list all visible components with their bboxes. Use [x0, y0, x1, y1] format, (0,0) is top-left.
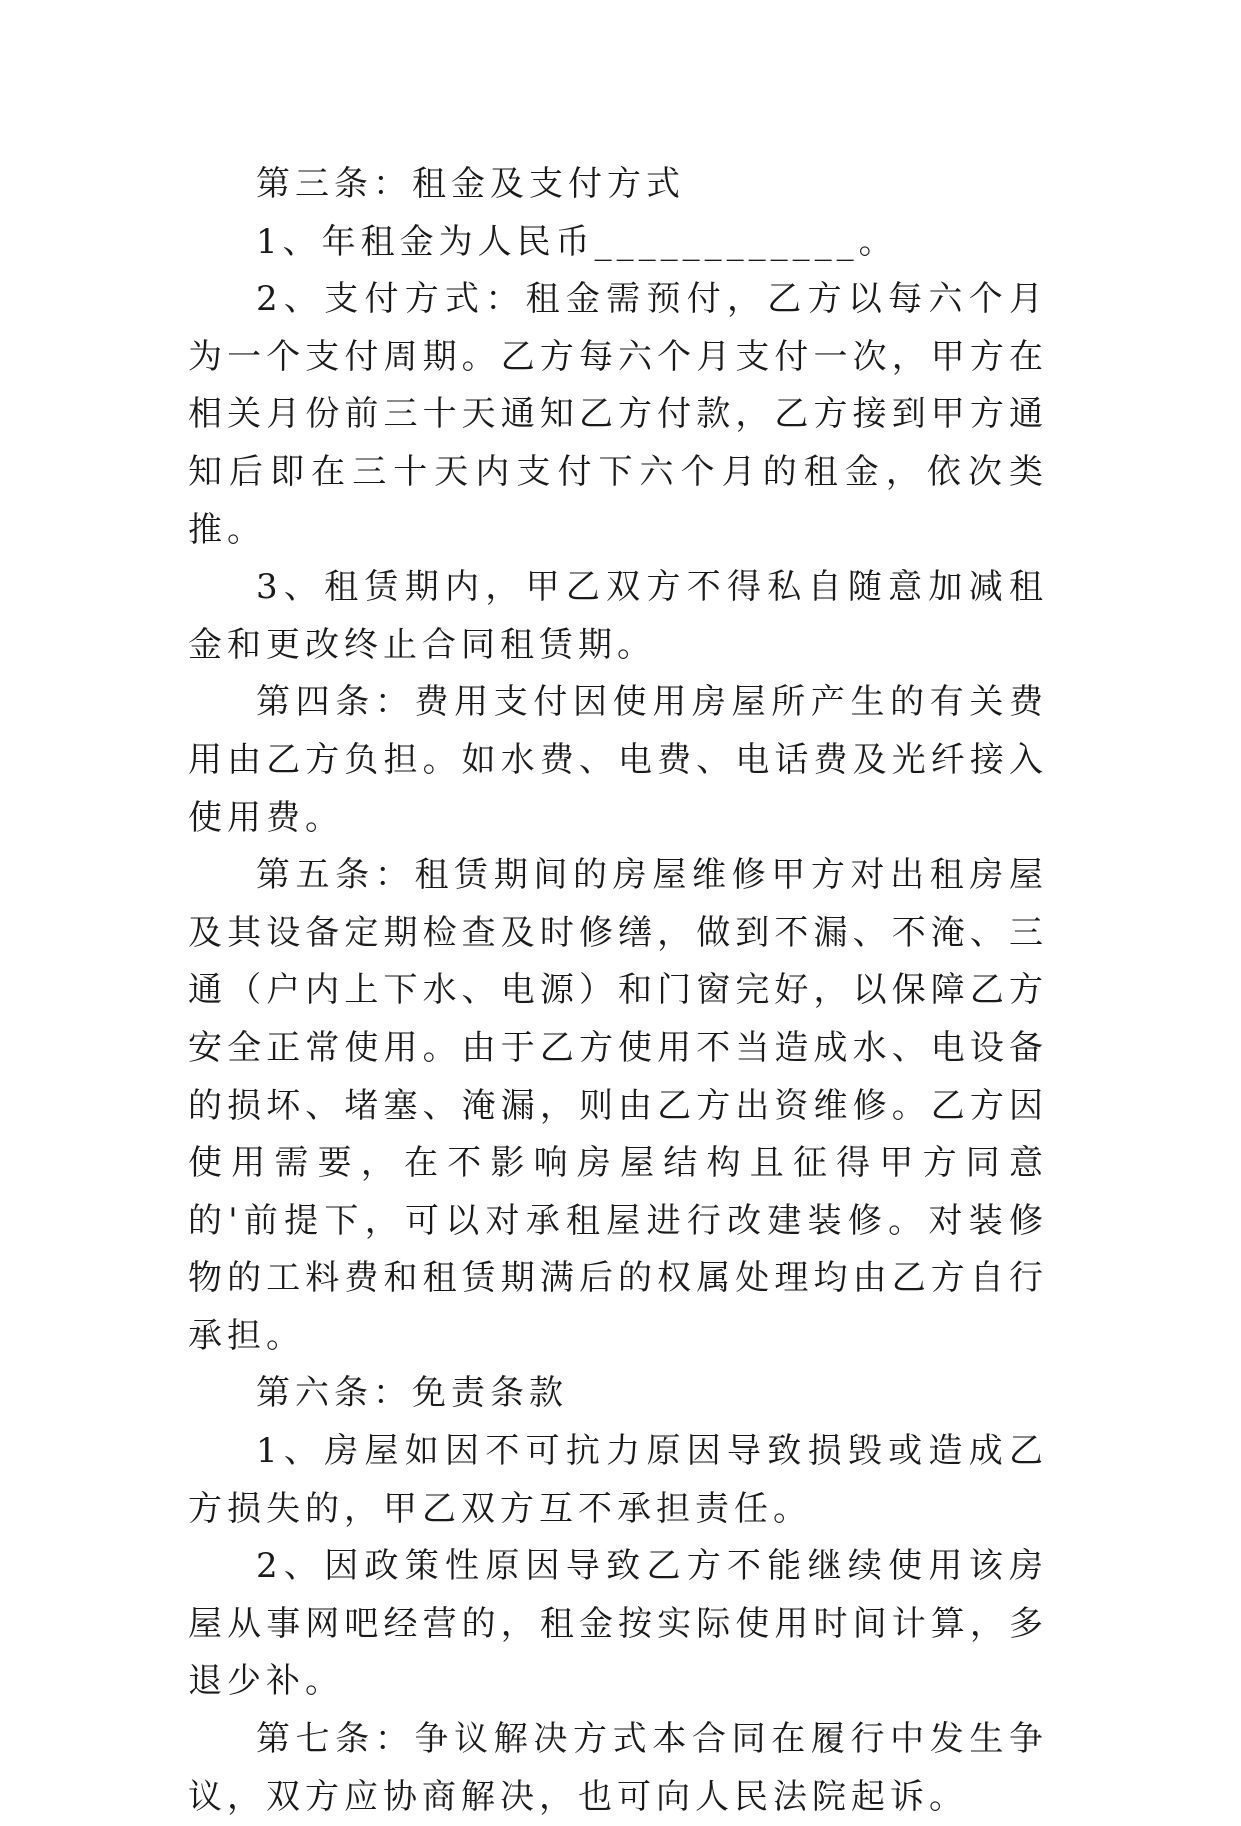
article-3-heading: 第三条：租金及支付方式: [256, 164, 685, 204]
article-3-clause-1: 1、年租金为人民币____________。: [256, 221, 898, 262]
article-6-clause-2: 2、因政策性原因导致乙方不能继续使用该房屋从事网吧经营的，租金按实际使用时间计算，多退少补。: [188, 1546, 1048, 1702]
article-3-clause-2: 2、支付方式：租金需预付，乙方以每六个月为一个支付周期。乙方每六个月支付一次，甲方在相关月份前三十天通知乙方付款，乙方接到甲方通知后即在三十天内支付下六个月的租金，依次类推。: [188, 279, 1048, 550]
article-6-heading: 第六条：免责条款: [256, 1373, 568, 1414]
article-5: 第五条：租赁期间的房屋维修甲方对出租房屋及其设备定期检查及时修缮，做到不漏、不淹、三通（户内上下水、电源）和门窗完好，以保障乙方安全正常使用。由于乙方使用不当造成水、电设备的损坏、堵塞、淹漏，则由乙方出资维修。乙方因使用需要，在不影响房屋结构且征得甲方同意的'前提下，可以对承租屋进行改建装修。对装修物的工料费和租赁期满后的权属处理均由乙方自行承担。: [188, 855, 1048, 1356]
article-4: 第四条：费用支付因使用房屋所产生的有关费用由乙方负担。如水费、电费、电话费及光纤接入使用费。: [188, 682, 1048, 838]
article-6-clause-1: 1、房屋如因不可抗力原因导致损毁或造成乙方损失的，甲乙双方互不承担责任。: [188, 1431, 1048, 1529]
article-7: 第七条：争议解决方式本合同在履行中发生争议，双方应协商解决，也可向人民法院起诉。: [188, 1719, 1048, 1817]
article-3-clause-3: 3、租赁期内，甲乙双方不得私自随意加减租金和更改终止合同租赁期。: [188, 567, 1048, 665]
document-body: [188, 156, 1048, 1826]
